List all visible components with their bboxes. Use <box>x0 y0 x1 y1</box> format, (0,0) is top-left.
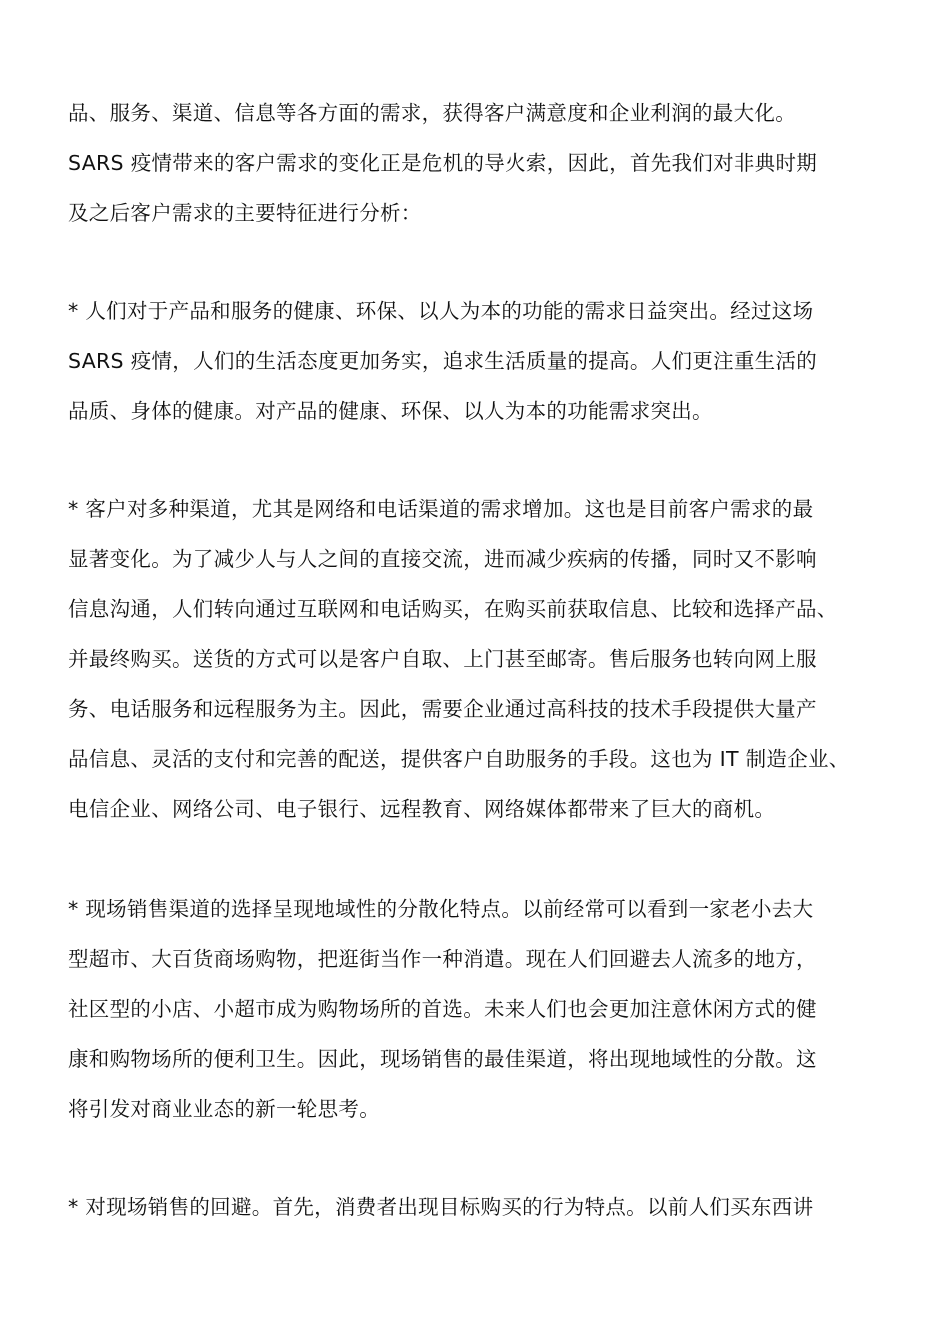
text-line: 将引发对商业业态的新一轮思考。 <box>68 1097 380 1121</box>
text-line: 康和购物场所的便利卫生。因此，现场销售的最佳渠道，将出现地域性的分散。这 <box>68 1047 817 1071</box>
text-line: 及之后客户需求的主要特征进行分析： <box>68 201 422 225</box>
text-line: 电信企业、网络公司、电子银行、远程教育、网络媒体都带来了巨大的商机。 <box>68 797 776 821</box>
text-line: 品、服务、渠道、信息等各方面的需求，获得客户满意度和企业利润的最大化。 <box>68 101 796 125</box>
text-line: * 现场销售渠道的选择呈现地域性的分散化特点。以前经常可以看到一家老小去大 <box>68 897 814 921</box>
text-line: SARS 疫情带来的客户需求的变化正是危机的导火索，因此，首先我们对非典时期 <box>68 151 818 175</box>
text-line: 显著变化。为了减少人与人之间的直接交流，进而减少疾病的传播，同时又不影响 <box>68 547 817 571</box>
text-line: 品信息、灵活的支付和完善的配送，提供客户自助服务的手段。这也为 IT 制造企业、 <box>68 747 850 771</box>
text-line: 务、电话服务和远程服务为主。因此，需要企业通过高科技的技术手段提供大量产 <box>68 697 817 721</box>
text-line: 品质、身体的健康。对产品的健康、环保、以人为本的功能需求突出。 <box>68 399 713 423</box>
text-line: SARS 疫情，人们的生活态度更加务实，追求生活质量的提高。人们更注重生活的 <box>68 349 818 373</box>
text-line: * 客户对多种渠道，尤其是网络和电话渠道的需求增加。这也是目前客户需求的最 <box>68 497 814 521</box>
text-line: 型超市、大百货商场购物，把逛街当作一种消遣。现在人们回避去人流多的地方， <box>68 947 817 971</box>
text-line: 社区型的小店、小超市成为购物场所的首选。未来人们也会更加注意休闲方式的健 <box>68 997 817 1021</box>
text-line: * 人们对于产品和服务的健康、环保、以人为本的功能的需求日益突出。经过这场 <box>68 299 814 323</box>
text-line: 并最终购买。送货的方式可以是客户自取、上门甚至邮寄。售后服务也转向网上服 <box>68 647 817 671</box>
text-line: * 对现场销售的回避。首先，消费者出现目标购买的行为特点。以前人们买东西讲 <box>68 1195 814 1219</box>
text-line: 信息沟通，人们转向通过互联网和电话购买，在购买前获取信息、比较和选择产品、 <box>68 597 838 621</box>
